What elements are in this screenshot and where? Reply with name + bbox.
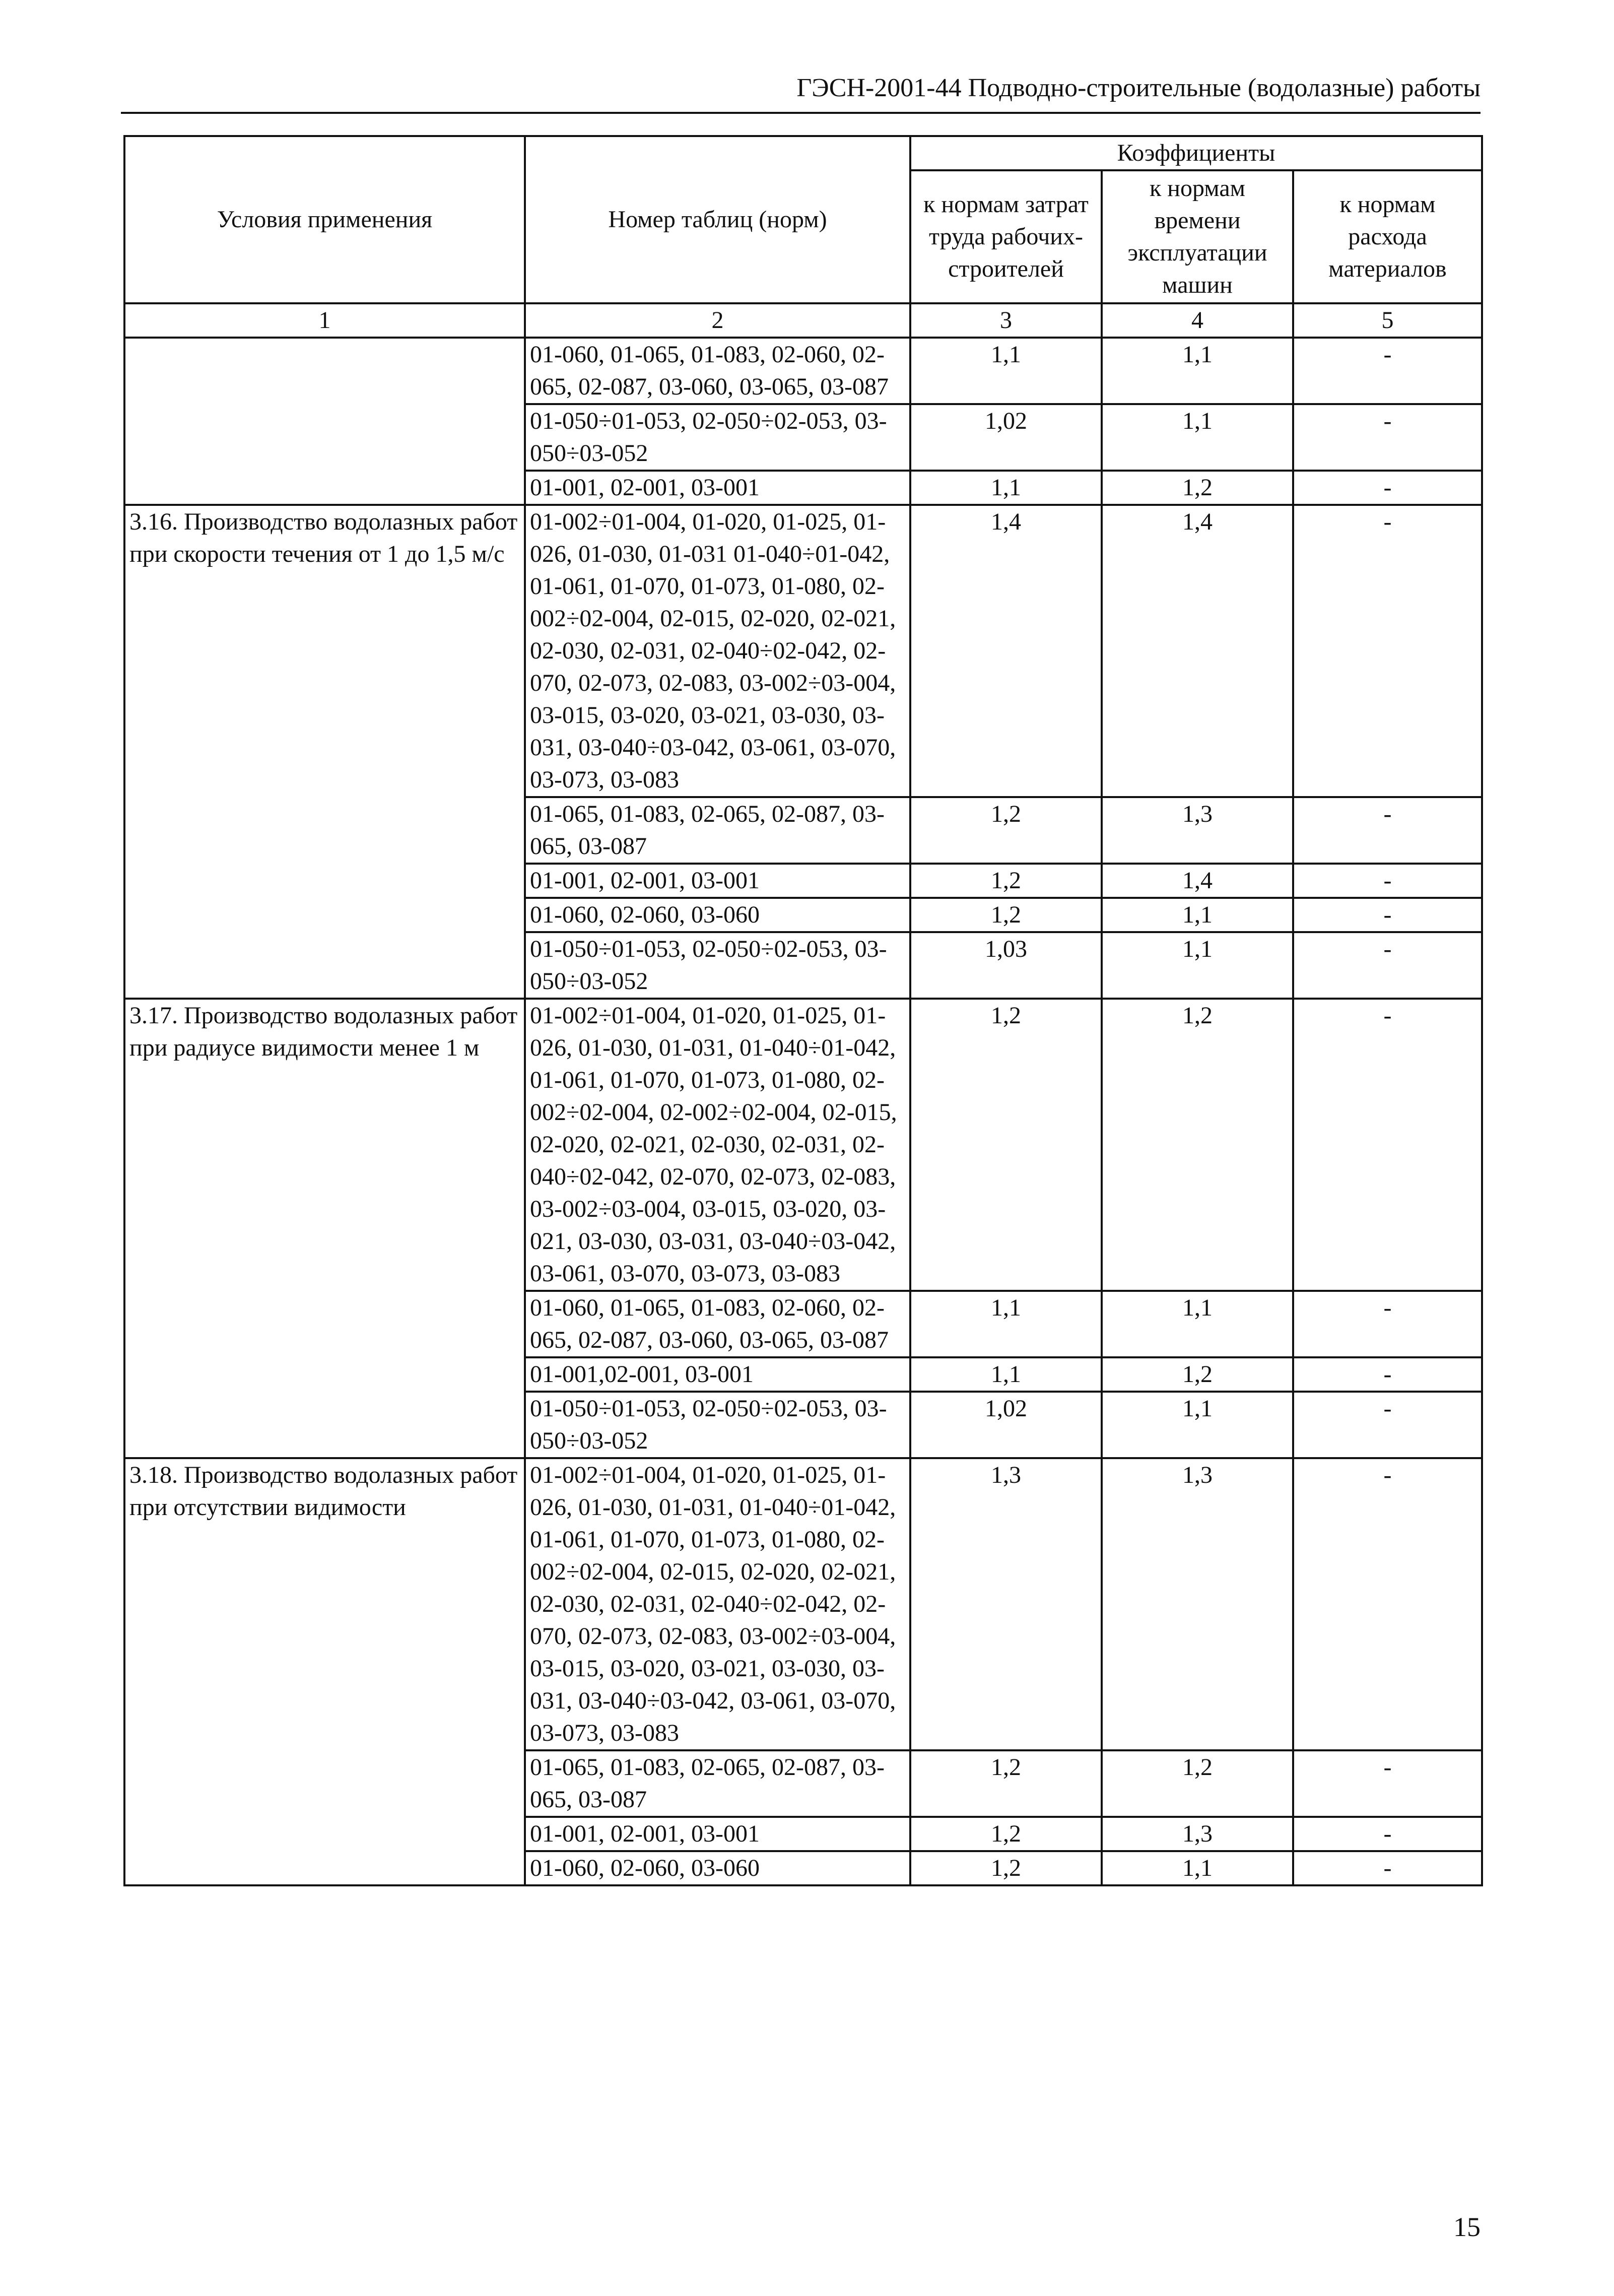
labor-coefficient: 1,2 xyxy=(910,999,1102,1291)
materials-coefficient: - xyxy=(1293,1291,1482,1357)
condition-cell: 3.18. Производство водолазных работ при отсутствии видимости xyxy=(124,1458,525,1885)
labor-coefficient: 1,4 xyxy=(910,505,1102,797)
table-numbers-cell: 01-050÷01-053, 02-050÷02-053, 03-050÷03-052 xyxy=(525,1392,910,1458)
table-numbers-cell: 01-001, 02-001, 03-001 xyxy=(525,864,910,898)
materials-coefficient: - xyxy=(1293,338,1482,404)
materials-coefficient: - xyxy=(1293,1357,1482,1392)
header-table-numbers: Номер таблиц (норм) xyxy=(525,136,910,303)
table-numbers-cell: 01-060, 01-065, 01-083, 02-060, 02-065, 02-087, 03-060, 03-065, 03-087 xyxy=(525,1291,910,1357)
machines-coefficient: 1,1 xyxy=(1102,404,1293,471)
header-conditions: Условия применения xyxy=(124,136,525,303)
machines-coefficient: 1,2 xyxy=(1102,1357,1293,1392)
labor-coefficient: 1,3 xyxy=(910,1458,1102,1750)
table-numbers-cell: 01-060, 01-065, 01-083, 02-060, 02-065, 02-087, 03-060, 03-065, 03-087 xyxy=(525,338,910,404)
table-numbers-cell: 01-001, 02-001, 03-001 xyxy=(525,1817,910,1851)
table-numbers-cell: 01-060, 02-060, 03-060 xyxy=(525,898,910,932)
materials-coefficient: - xyxy=(1293,1750,1482,1817)
labor-coefficient: 1,02 xyxy=(910,404,1102,471)
machines-coefficient: 1,1 xyxy=(1102,338,1293,404)
labor-coefficient: 1,03 xyxy=(910,932,1102,999)
header-coefficients: Коэффициенты xyxy=(910,136,1482,170)
machines-coefficient: 1,4 xyxy=(1102,864,1293,898)
labor-coefficient: 1,2 xyxy=(910,864,1102,898)
table-row xyxy=(124,1458,1482,1750)
labor-coefficient: 1,2 xyxy=(910,1851,1102,1885)
labor-coefficient: 1,1 xyxy=(910,1291,1102,1357)
table-row xyxy=(124,505,1482,797)
page-number: 15 xyxy=(1453,2212,1481,2242)
machines-coefficient: 1,1 xyxy=(1102,1392,1293,1458)
labor-coefficient: 1,1 xyxy=(910,471,1102,505)
table-row xyxy=(124,999,1482,1291)
machines-coefficient: 1,2 xyxy=(1102,999,1293,1291)
table-numbers-cell: 01-050÷01-053, 02-050÷02-053, 03-050÷03-052 xyxy=(525,932,910,999)
table-numbers-cell: 01-065, 01-083, 02-065, 02-087, 03-065, 03-087 xyxy=(525,797,910,864)
machines-coefficient: 1,1 xyxy=(1102,1291,1293,1357)
machines-coefficient: 1,3 xyxy=(1102,1458,1293,1750)
table-row xyxy=(124,338,1482,404)
labor-coefficient: 1,1 xyxy=(910,338,1102,404)
machines-coefficient: 1,1 xyxy=(1102,932,1293,999)
machines-coefficient: 1,4 xyxy=(1102,505,1293,797)
column-number: 1 xyxy=(124,303,525,338)
table-numbers-cell: 01-065, 01-083, 02-065, 02-087, 03-065, 03-087 xyxy=(525,1750,910,1817)
materials-coefficient: - xyxy=(1293,404,1482,471)
labor-coefficient: 1,02 xyxy=(910,1392,1102,1458)
header-labor: к нормам затрат труда рабочих-строителей xyxy=(910,170,1102,303)
labor-coefficient: 1,2 xyxy=(910,1750,1102,1817)
labor-coefficient: 1,2 xyxy=(910,1817,1102,1851)
condition-cell: 3.17. Производство водолазных работ при радиусе видимости менее 1 м xyxy=(124,999,525,1458)
column-number: 4 xyxy=(1102,303,1293,338)
labor-coefficient: 1,1 xyxy=(910,1357,1102,1392)
condition-cell: 3.16. Производство водолазных работ при скорости течения от 1 до 1,5 м/с xyxy=(124,505,525,999)
materials-coefficient: - xyxy=(1293,1817,1482,1851)
table-numbers-cell: 01-002÷01-004, 01-020, 01-025, 01-026, 01-030, 01-031, 01-040÷01-042, 01-061, 01-070, 01-073, 01-080, 02-002÷02-004, 02-015, 02-020, 02-021, 02-030, 02-031, 02-040÷02-042, 02-070, 02-073, 02-083, 03-002÷03-004, 03-015, 03-020, 03-021, 03-030, 03-031, 03-040÷03-042, 03-061, 03-070, 03-073, 03-083 xyxy=(525,1458,910,1750)
labor-coefficient: 1,2 xyxy=(910,797,1102,864)
machines-coefficient: 1,2 xyxy=(1102,471,1293,505)
running-header: ГЭСН-2001-44 Подводно-строительные (водолазные) работы xyxy=(796,74,1481,102)
materials-coefficient: - xyxy=(1293,898,1482,932)
machines-coefficient: 1,3 xyxy=(1102,1817,1293,1851)
table-numbers-cell: 01-001,02-001, 03-001 xyxy=(525,1357,910,1392)
column-number: 3 xyxy=(910,303,1102,338)
materials-coefficient: - xyxy=(1293,1458,1482,1750)
coefficients-table xyxy=(123,135,1483,1886)
machines-coefficient: 1,2 xyxy=(1102,1750,1293,1817)
column-number: 5 xyxy=(1293,303,1482,338)
table-numbers-cell: 01-050÷01-053, 02-050÷02-053, 03-050÷03-052 xyxy=(525,404,910,471)
machines-coefficient: 1,3 xyxy=(1102,797,1293,864)
machines-coefficient: 1,1 xyxy=(1102,898,1293,932)
header-machines: к нормам времени эксплуатации машин xyxy=(1102,170,1293,303)
header-materials: к нормам расхода материалов xyxy=(1293,170,1482,303)
materials-coefficient: - xyxy=(1293,864,1482,898)
condition-cell-empty xyxy=(124,338,525,505)
table-numbers-cell: 01-002÷01-004, 01-020, 01-025, 01-026, 01-030, 01-031, 01-040÷01-042, 01-061, 01-070, 01-073, 01-080, 02-002÷02-004, 02-002÷02-004, 02-015, 02-020, 02-021, 02-030, 02-031, 02-040÷02-042, 02-070, 02-073, 02-083, 03-002÷03-004, 03-015, 03-020, 03-021, 03-030, 03-031, 03-040÷03-042, 03-061, 03-070, 03-073, 03-083 xyxy=(525,999,910,1291)
materials-coefficient: - xyxy=(1293,999,1482,1291)
table-numbers-cell: 01-001, 02-001, 03-001 xyxy=(525,471,910,505)
labor-coefficient: 1,2 xyxy=(910,898,1102,932)
materials-coefficient: - xyxy=(1293,471,1482,505)
machines-coefficient: 1,1 xyxy=(1102,1851,1293,1885)
materials-coefficient: - xyxy=(1293,797,1482,864)
materials-coefficient: - xyxy=(1293,1851,1482,1885)
materials-coefficient: - xyxy=(1293,932,1482,999)
header-rule xyxy=(121,112,1481,114)
table-numbers-cell: 01-060, 02-060, 03-060 xyxy=(525,1851,910,1885)
materials-coefficient: - xyxy=(1293,505,1482,797)
table-numbers-cell: 01-002÷01-004, 01-020, 01-025, 01-026, 01-030, 01-031 01-040÷01-042, 01-061, 01-070, 01-073, 01-080, 02-002÷02-004, 02-015, 02-020, 02-021, 02-030, 02-031, 02-040÷02-042, 02-070, 02-073, 02-083, 03-002÷03-004, 03-015, 03-020, 03-021, 03-030, 03-031, 03-040÷03-042, 03-061, 03-070, 03-073, 03-083 xyxy=(525,505,910,797)
column-number: 2 xyxy=(525,303,910,338)
materials-coefficient: - xyxy=(1293,1392,1482,1458)
